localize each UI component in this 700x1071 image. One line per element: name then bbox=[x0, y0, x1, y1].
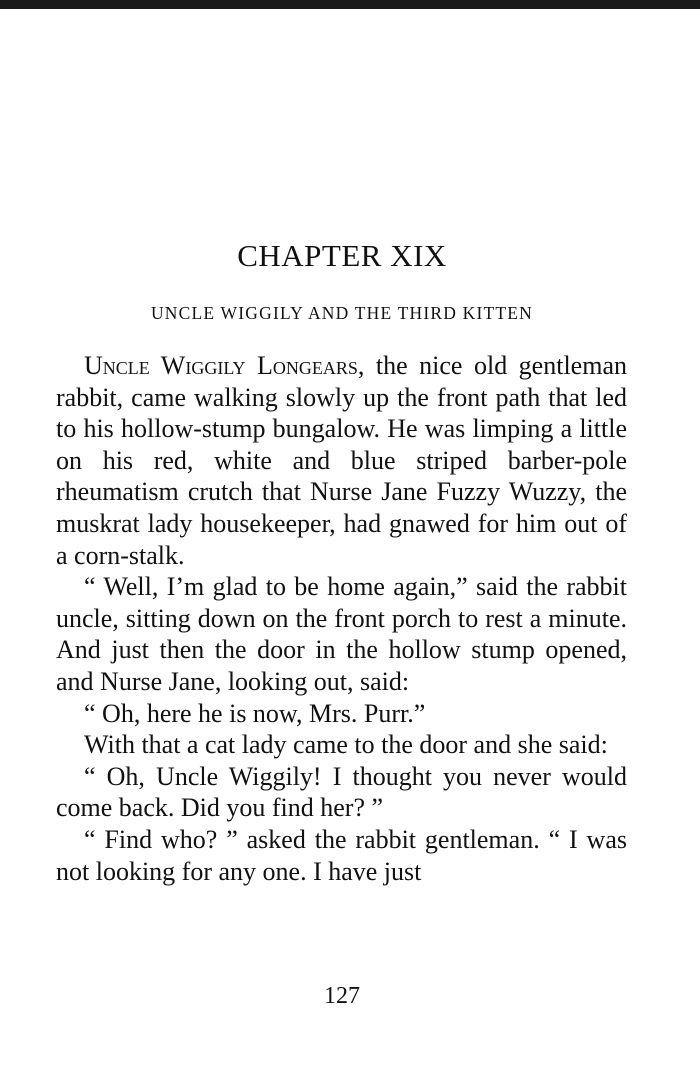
chapter-title: CHAPTER XIX bbox=[237, 238, 447, 273]
body-text bbox=[56, 350, 627, 887]
chapter-subtitle: UNCLE WIGGILY AND THE THIRD KITTEN bbox=[150, 303, 534, 323]
paragraph-text: the nice old gentleman rabbit, came walking slowly up the front path that led to his hollow-stump bungalow. He was limping a little on his red, white and blue striped barber-pole rheumatism crutch that Nurse Jane Fuzzy Wuzzy, the muskrat lady housekeeper, had gnawed for him out of a corn-stalk. bbox=[56, 351, 627, 570]
paragraph: “ Find who? ” asked the rabbit gentleman. “ I was not looking for any one. I have just bbox=[56, 824, 627, 886]
paragraph: “ Oh, here he is now, Mrs. Purr.” bbox=[84, 698, 426, 728]
paragraph: With that a cat lady came to the door and she said: bbox=[84, 730, 608, 760]
paragraph: “ Well, I’m glad to be home again,” said the rabbit uncle, sitting down on the front porch to rest a minute. And just then the door in the hollow stump opened, and Nurse Jane, looking out, said: bbox=[56, 572, 627, 696]
page-number: 127 bbox=[324, 983, 360, 1009]
top-border-rule bbox=[0, 0, 700, 9]
paragraph-lead-small-caps: Uncle Wiggily Longears, bbox=[84, 351, 365, 380]
paragraph bbox=[56, 350, 627, 571]
paragraph: “ Oh, Uncle Wiggily! I thought you never would come back. Did you find her? ” bbox=[56, 761, 627, 823]
